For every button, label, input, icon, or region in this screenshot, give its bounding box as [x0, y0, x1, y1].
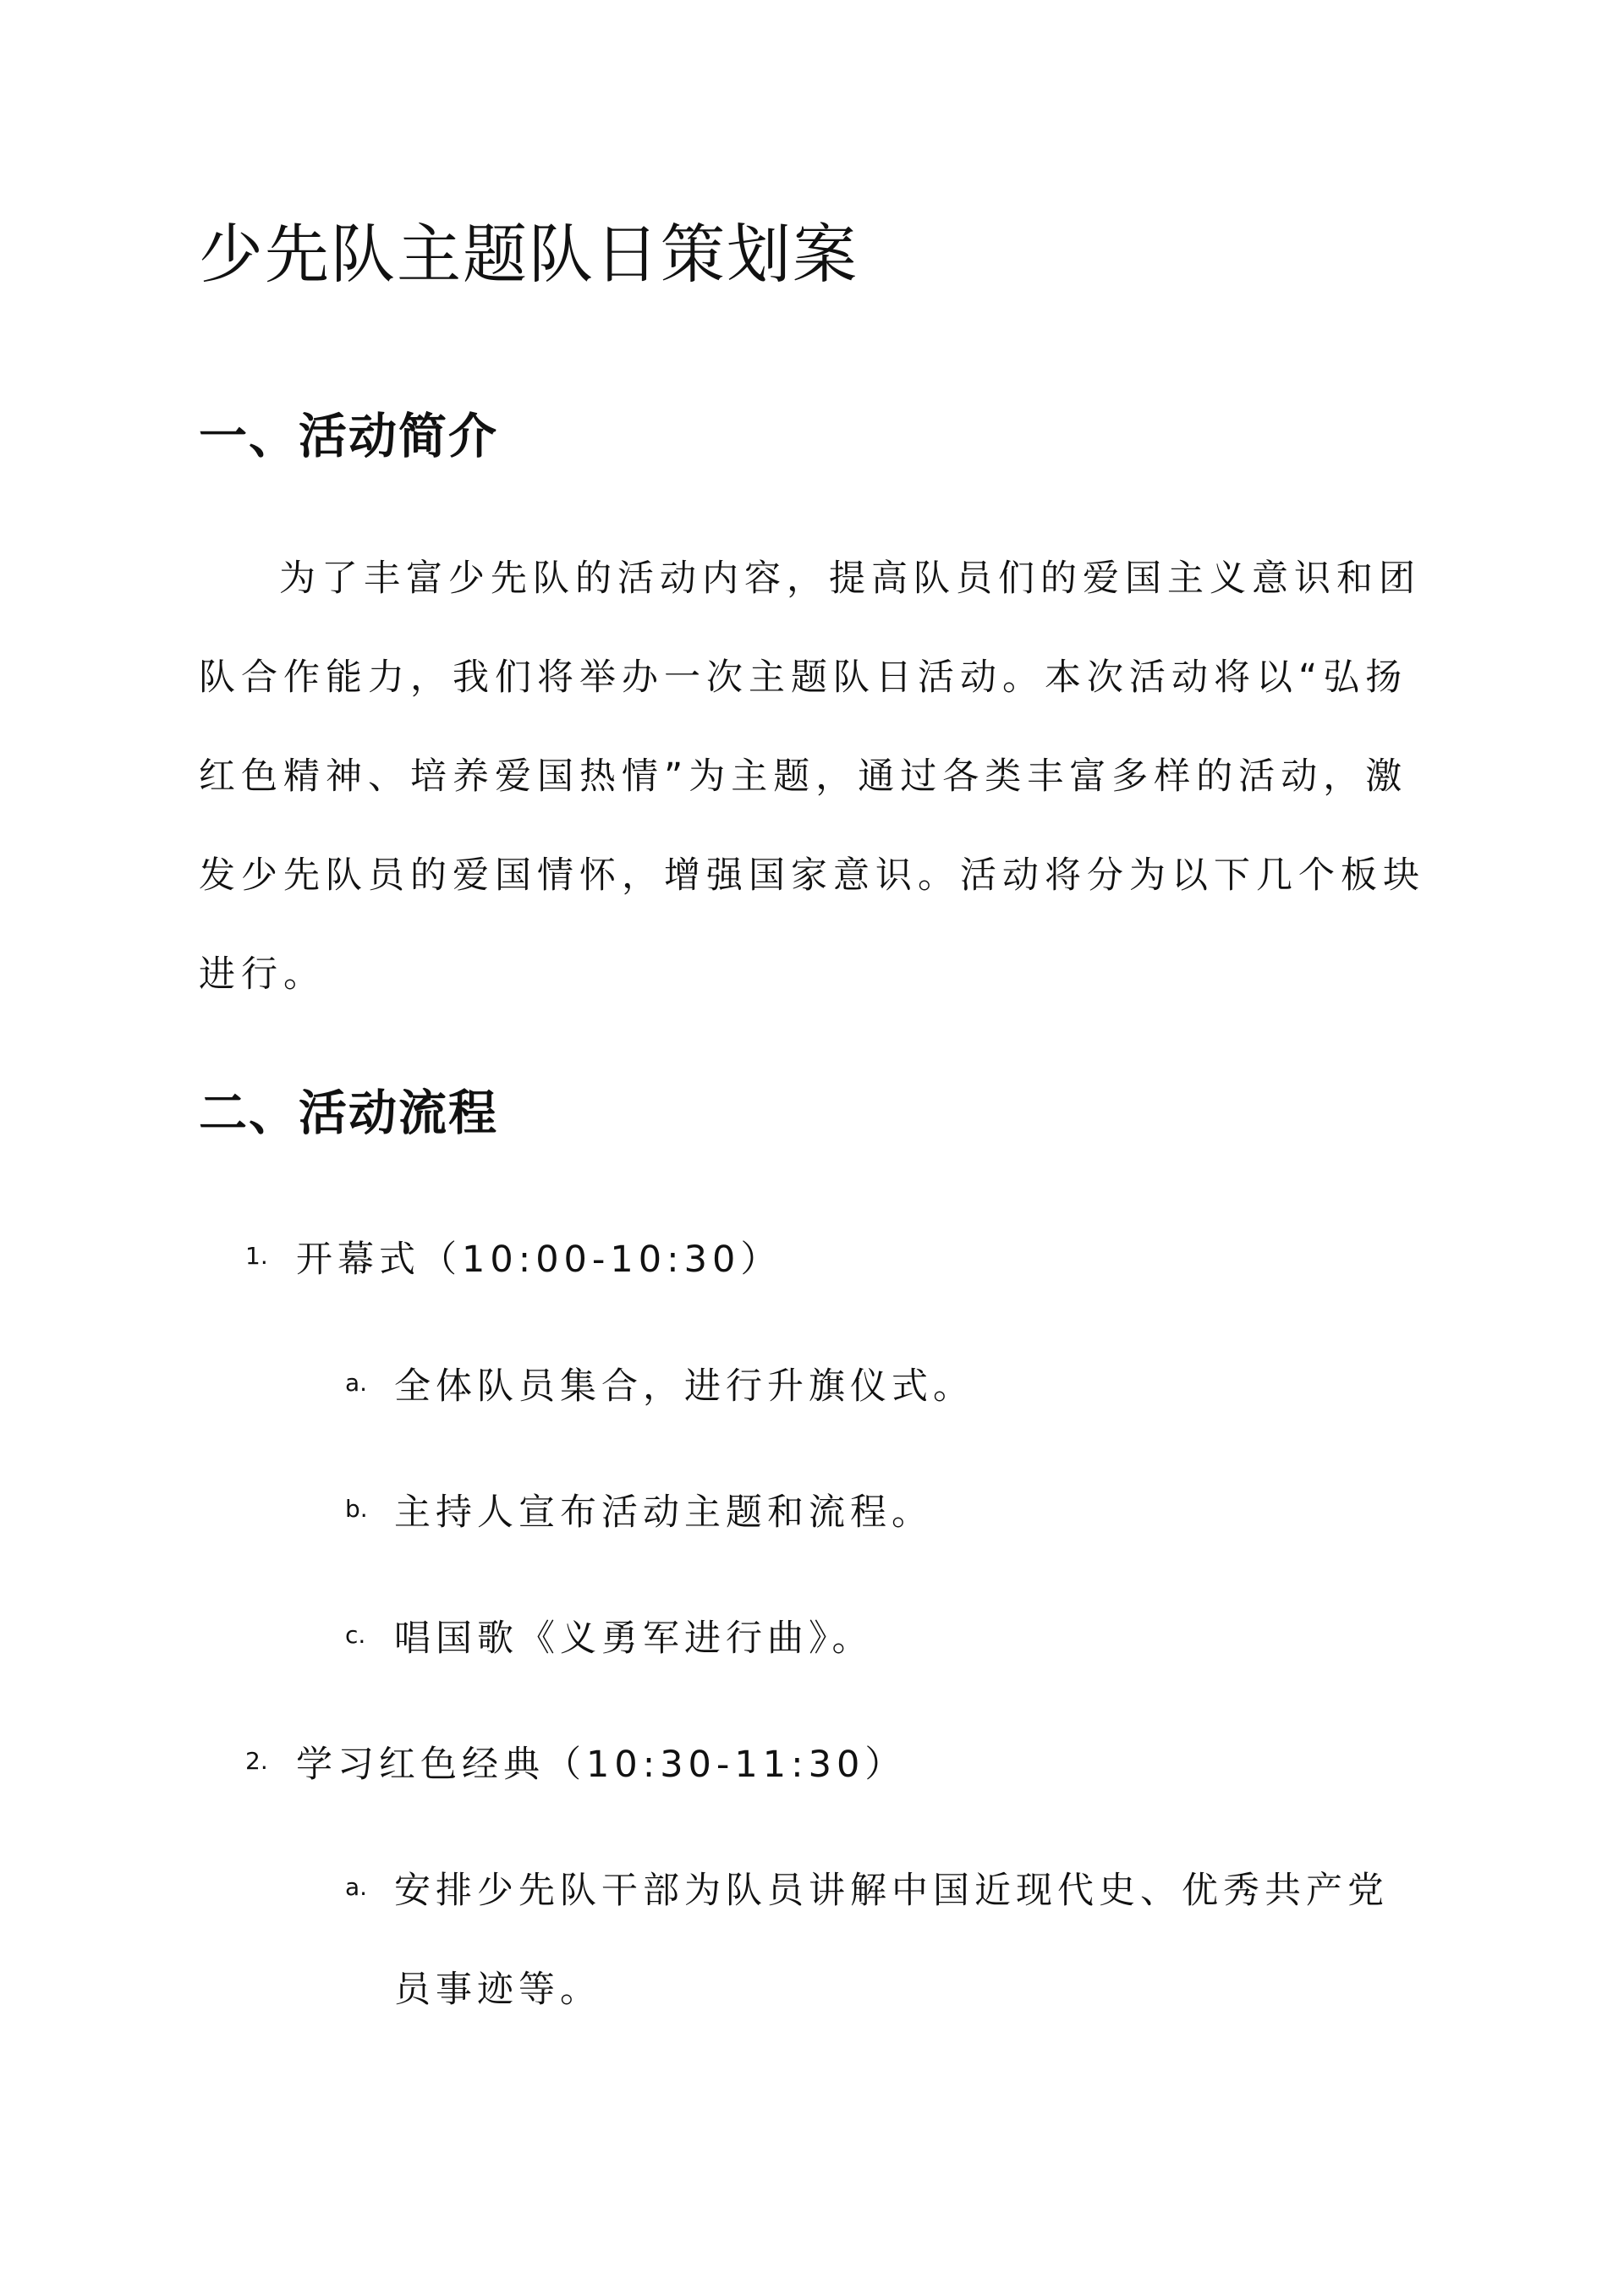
sub-list-text: 安排少先队干部为队员讲解中国近现代史、优秀共产党: [394, 1870, 1389, 1912]
section-heading-process: 二、活动流程: [199, 1085, 498, 1141]
paragraph-line: 红色精神、培养爱国热情”为主题，通过各类丰富多样的活动，激: [199, 755, 1408, 798]
paragraph-line: 进行。: [199, 953, 326, 996]
document-title: 少先队主题队日策划案: [199, 217, 859, 292]
paragraph-line: 为了丰富少先队的活动内容，提高队员们的爱国主义意识和团: [279, 558, 1421, 600]
list-item-text: 学习红色经典（10:30-11:30）: [296, 1744, 907, 1786]
sub-list-letter: a.: [345, 1873, 368, 1901]
list-item-number: 2.: [245, 1747, 268, 1775]
sub-list-letter: b.: [345, 1495, 368, 1523]
sub-list-text: 唱国歌《义勇军进行曲》。: [394, 1618, 874, 1660]
sub-list-text-continued: 员事迹等。: [394, 1969, 601, 2011]
section-heading-intro: 一、活动简介: [199, 408, 498, 464]
sub-list-letter: c.: [345, 1621, 366, 1649]
paragraph-line: 发少先队员的爱国情怀，增强国家意识。活动将分为以下几个板块: [199, 854, 1425, 897]
sub-list-letter: a.: [345, 1369, 368, 1397]
list-item-text: 开幕式（10:00-10:30）: [296, 1239, 782, 1281]
sub-list-text: 全体队员集合，进行升旗仪式。: [394, 1365, 974, 1408]
paragraph-line: 队合作能力，我们将举办一次主题队日活动。本次活动将以“弘扬: [199, 656, 1408, 699]
list-item-number: 1.: [245, 1242, 268, 1270]
sub-list-text: 主持人宣布活动主题和流程。: [394, 1491, 933, 1534]
